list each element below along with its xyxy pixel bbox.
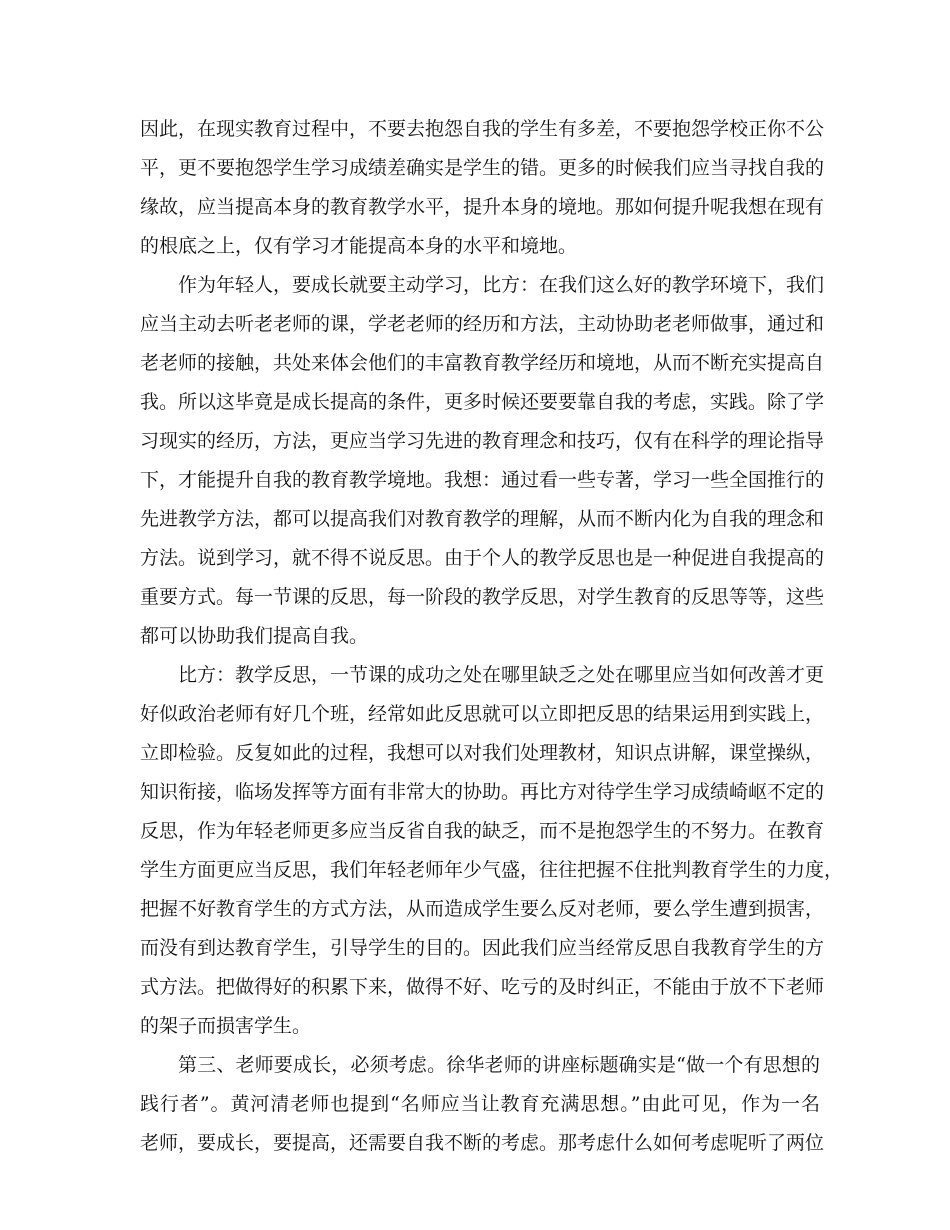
document-body (140, 110, 844, 1163)
text-line: 习现实的经历，方法，更应当学习先进的教育理念和技巧，仅有在科学的理论指导 (140, 430, 825, 452)
text-line: 立即检验。反复如此的过程，我想可以对我们处理教材，知识点讲解，课堂操纵， (140, 742, 825, 764)
text-line: 而没有到达教育学生，引导学生的目的。因此我们应当经常反思自我教育学生的方 (140, 937, 825, 959)
text-line: 下，才能提升自我的教育教学境地。我想：通过看一些专著，学习一些全国推行的 (140, 469, 825, 491)
text-line: 反思，作为年轻老师更多应当反省自我的缺乏，而不是抱怨学生的不努力。在教育 (140, 820, 825, 842)
text-line: 比方：教学反思，一节课的成功之处在哪里缺乏之处在哪里应当如何改善才更 (178, 664, 825, 686)
text-line: 方法。说到学习，就不得不说反思。由于个人的教学反思也是一种促进自我提高的 (140, 547, 825, 569)
text-line: 的架子而损害学生。 (140, 1015, 312, 1037)
text-line: 把握不好教育学生的方式方法，从而造成学生要么反对老师，要么学生遭到损害， (140, 898, 825, 920)
text-line: 作为年轻人，要成长就要主动学习，比方：在我们这么好的教学环境下，我们 (178, 274, 825, 296)
text-line: 都可以协助我们提高自我。 (140, 625, 369, 647)
text-line: 应当主动去听老老师的课，学老老师的经历和方法，主动协助老老师做事，通过和 (140, 313, 825, 335)
paragraph-2 (140, 266, 825, 656)
paragraph-4 (140, 1046, 825, 1163)
text-line: 践行者”。黄河清老师也提到“名师应当让教育充满思想。”由此可见，作为一名 (140, 1093, 820, 1115)
text-line: 好似政治老师有好几个班，经常如此反思就可以立即把反思的结果运用到实践上， (140, 703, 825, 725)
paragraph-3 (140, 656, 844, 1046)
text-line: 平，更不要抱怨学生学习成绩差确实是学生的错。更多的时候我们应当寻找自我的 (140, 157, 825, 179)
text-line: 式方法。把做得好的积累下来，做得不好、吃亏的及时纠正，不能由于放不下老师 (140, 976, 825, 998)
paragraph-1 (140, 110, 825, 266)
text-line: 缘故，应当提高本身的教育教学水平，提升本身的境地。那如何提升呢我想在现有 (140, 196, 825, 218)
text-line: 知识衔接，临场发挥等方面有非常大的协助。再比方对待学生学习成绩崎岖不定的 (140, 781, 825, 803)
text-line: 重要方式。每一节课的反思，每一阶段的教学反思，对学生教育的反思等等，这些 (140, 586, 825, 608)
text-line: 老师，要成长，要提高，还需要自我不断的考虑。那考虑什么如何考虑呢听了两位 (140, 1132, 825, 1154)
text-line: 因此，在现实教育过程中，不要去抱怨自我的学生有多差，不要抱怨学校正你不公 (140, 118, 825, 140)
text-line: 我。所以这毕竟是成长提高的条件，更多时候还要要靠自我的考虑，实践。除了学 (140, 391, 825, 413)
text-line: 先进教学方法，都可以提高我们对教育教学的理解，从而不断内化为自我的理念和 (140, 508, 825, 530)
text-line: 老老师的接触，共处来体会他们的丰富教育教学经历和境地，从而不断充实提高自 (140, 352, 825, 374)
text-line: 学生方面更应当反思，我们年轻老师年少气盛，往往把握不住批判教育学生的力度， (140, 859, 844, 881)
text-line: 的根底之上，仅有学习才能提高本身的水平和境地。 (140, 235, 578, 257)
text-line: 第三、老师要成长，必须考虑。徐华老师的讲座标题确实是“做一个有思想的 (178, 1054, 820, 1076)
